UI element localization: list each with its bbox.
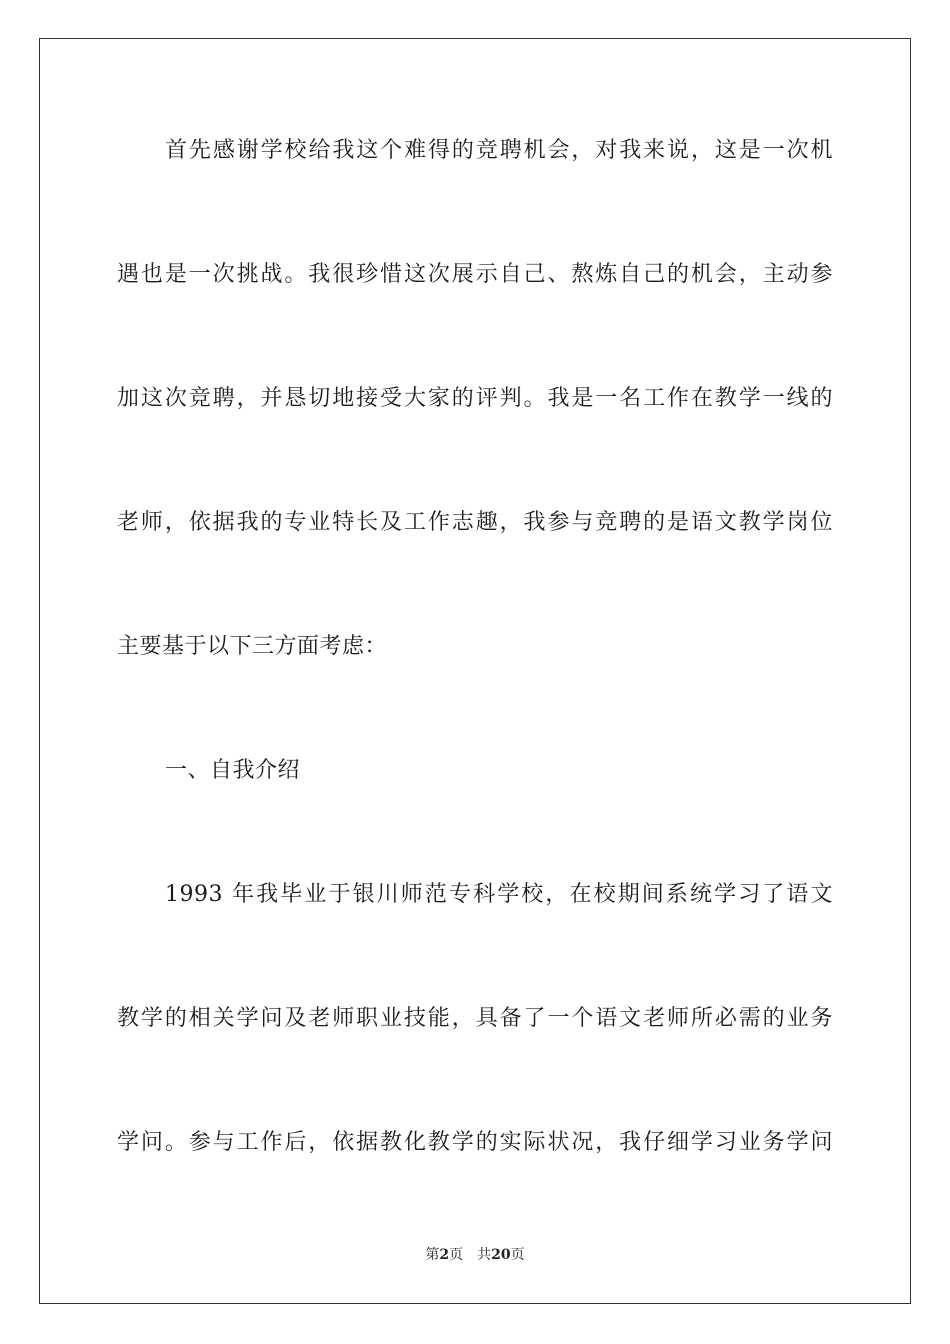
paragraph-line-2: 遇也是一次挑战。我很珍惜这次展示自己、熬炼自己的机会，主动参 (117, 262, 833, 287)
paragraph-line-7: 教学的相关学问及老师职业技能，具备了一个语文老师所必需的业务 (117, 1006, 833, 1031)
paragraph-line-6: 1993 年我毕业于银川师范专科学校，在校期间系统学习了语文 (165, 882, 833, 907)
paragraph-line-5: 主要基于以下三方面考虑： (117, 634, 388, 659)
page-footer (0, 1246, 950, 1264)
section-heading: 一、自我介绍 (165, 758, 301, 783)
paragraph-line-8: 学问。参与工作后，依据教化教学的实际状况，我仔细学习业务学问 (117, 1130, 833, 1155)
paragraph-line-4: 老师，依据我的专业特长及工作志趣，我参与竞聘的是语文教学岗位 (117, 510, 833, 535)
footer-total-prefix: 共 (477, 1247, 492, 1263)
footer-page-suffix: 页 (449, 1247, 464, 1263)
footer-total-suffix: 页 (510, 1247, 525, 1263)
paragraph-line-3: 加这次竞聘，并恳切地接受大家的评判。我是一名工作在教学一线的 (117, 386, 833, 411)
footer-page-prefix: 第 (425, 1247, 440, 1263)
paragraph-line-1: 首先感谢学校给我这个难得的竞聘机会，对我来说，这是一次机 (165, 138, 833, 163)
page-border (39, 38, 911, 1304)
footer-total-pages: 20 (491, 1247, 511, 1263)
footer-page-number: 2 (439, 1247, 450, 1263)
